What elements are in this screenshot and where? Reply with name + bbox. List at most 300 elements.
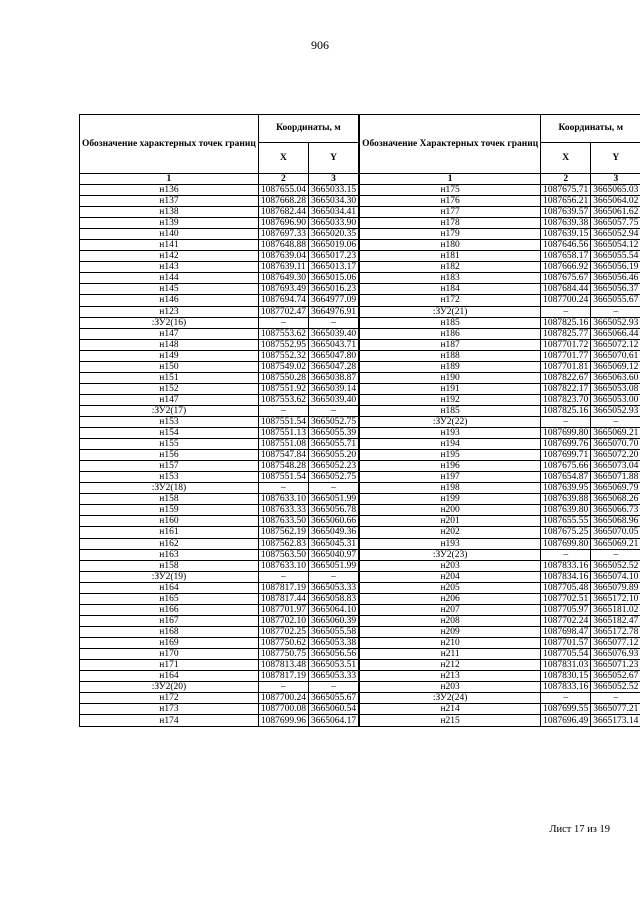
y-coordinate-cell: 3665056.46: [591, 273, 640, 284]
point-label-cell: н210: [360, 637, 541, 648]
coordinates-tables: [79, 114, 639, 726]
x-coordinate-cell: 1087702.51: [541, 593, 591, 604]
x-coordinate-cell: 1087675.71: [541, 185, 591, 196]
point-label-cell: н138: [80, 207, 259, 218]
point-label-cell: н199: [360, 494, 541, 505]
table-row: [80, 549, 359, 560]
y-coordinate-cell: 3665055.71: [308, 439, 358, 450]
x-coordinate-cell: 1087551.13: [258, 428, 308, 439]
y-coordinate-cell: 3665013.17: [308, 262, 358, 273]
x-header: X: [541, 143, 591, 174]
point-label-cell: н164: [80, 582, 259, 593]
point-label-cell: н211: [360, 648, 541, 659]
y-coordinate-cell: 3664976.91: [308, 306, 358, 317]
y-coordinate-cell: 3665065.03: [591, 185, 640, 196]
y-coordinate-cell: 3665055.58: [308, 626, 358, 637]
y-coordinate-cell: 3664977.09: [308, 295, 358, 306]
y-coordinate-cell: 3665052.75: [308, 472, 358, 483]
y-coordinate-cell: 3665060.54: [308, 704, 358, 715]
x-coordinate-cell: 1087550.28: [258, 372, 308, 383]
y-coordinate-cell: 3665077.12: [591, 637, 640, 648]
table-row: [80, 262, 359, 273]
point-label-cell: н172: [80, 693, 259, 704]
column-number: 3: [591, 174, 640, 185]
table-row: [360, 207, 640, 218]
x-coordinate-cell: 1087700.24: [258, 693, 308, 704]
x-coordinate-cell: 1087823.70: [541, 394, 591, 405]
y-coordinate-cell: 3665070.70: [591, 439, 640, 450]
table-row: [80, 240, 359, 251]
table-row: [360, 637, 640, 648]
table-row: [360, 715, 640, 727]
table-row: [360, 704, 640, 715]
x-coordinate-cell: 1087702.47: [258, 306, 308, 317]
y-coordinate-cell: 3665071.88: [591, 472, 640, 483]
point-label-cell: н185: [360, 317, 541, 328]
table-row: [80, 416, 359, 427]
x-coordinate-cell: 1087694.74: [258, 295, 308, 306]
table-row: [360, 516, 640, 527]
table-row: [360, 196, 640, 207]
point-label-cell: н154: [80, 428, 259, 439]
x-coordinate-cell: 1087699.55: [541, 704, 591, 715]
point-label-cell: н201: [360, 516, 541, 527]
point-label-cell: н169: [80, 637, 259, 648]
x-coordinate-cell: 1087668.28: [258, 196, 308, 207]
table-row: [360, 483, 640, 494]
x-coordinate-cell: 1087646.56: [541, 240, 591, 251]
table-row: [80, 372, 359, 383]
point-label-cell: н207: [360, 604, 541, 615]
x-coordinate-cell: 1087701.97: [258, 604, 308, 615]
point-label-cell: :ЗУ2(24): [360, 693, 541, 704]
x-coordinate-cell: –: [258, 483, 308, 494]
y-coordinate-cell: 3665034.30: [308, 196, 358, 207]
point-label-cell: н213: [360, 671, 541, 682]
x-coordinate-cell: 1087705.54: [541, 648, 591, 659]
point-label-cell: н157: [80, 461, 259, 472]
point-label-cell: н162: [80, 538, 259, 549]
table-row: [360, 560, 640, 571]
y-coordinate-cell: 3665055.67: [591, 295, 640, 306]
x-coordinate-cell: –: [258, 571, 308, 582]
y-coordinate-cell: 3665051.99: [308, 560, 358, 571]
x-coordinate-cell: 1087639.38: [541, 218, 591, 229]
y-coordinate-cell: –: [308, 571, 358, 582]
y-coordinate-cell: 3665055.67: [308, 693, 358, 704]
point-label-cell: н215: [360, 715, 541, 727]
x-coordinate-cell: 1087633.33: [258, 505, 308, 516]
point-label-cell: н148: [80, 339, 259, 350]
y-coordinate-cell: –: [308, 483, 358, 494]
x-coordinate-cell: 1087705.48: [541, 582, 591, 593]
x-coordinate-cell: 1087702.25: [258, 626, 308, 637]
table-row: [360, 394, 640, 405]
point-label-cell: н196: [360, 461, 541, 472]
x-coordinate-cell: 1087633.10: [258, 560, 308, 571]
x-coordinate-cell: 1087699.96: [258, 715, 308, 727]
y-coordinate-cell: 3665052.75: [308, 416, 358, 427]
y-coordinate-cell: 3665038.87: [308, 372, 358, 383]
y-coordinate-cell: 3665057.75: [591, 218, 640, 229]
table-row: [80, 494, 359, 505]
y-coordinate-cell: 3665064.17: [308, 715, 358, 727]
point-label-cell: :ЗУ2(16): [80, 317, 259, 328]
sheet-counter: Лист 17 из 19: [549, 824, 610, 835]
table-row: [360, 615, 640, 626]
x-coordinate-cell: 1087547.84: [258, 450, 308, 461]
point-label-cell: н202: [360, 527, 541, 538]
table-row: [80, 582, 359, 593]
table-row: [80, 560, 359, 571]
table-row: [80, 593, 359, 604]
table-row: [360, 604, 640, 615]
left-coordinates-table: [79, 114, 359, 727]
table-row: [80, 527, 359, 538]
x-coordinate-cell: 1087822.67: [541, 372, 591, 383]
y-coordinate-cell: –: [591, 416, 640, 427]
column-number: 3: [308, 174, 358, 185]
y-coordinate-cell: 3665052.93: [591, 405, 640, 416]
y-coordinate-cell: 3665053.33: [308, 671, 358, 682]
y-coordinate-cell: 3665069.79: [591, 483, 640, 494]
y-coordinate-cell: 3665070.05: [591, 527, 640, 538]
table-row: [80, 306, 359, 317]
table-row: [360, 626, 640, 637]
point-label-cell: н151: [80, 372, 259, 383]
table-row: [360, 439, 640, 450]
x-coordinate-cell: 1087548.28: [258, 461, 308, 472]
point-label-cell: :ЗУ2(19): [80, 571, 259, 582]
point-label-cell: н205: [360, 582, 541, 593]
x-coordinate-cell: 1087551.54: [258, 472, 308, 483]
x-coordinate-cell: 1087701.57: [541, 637, 591, 648]
point-label-cell: н180: [360, 240, 541, 251]
y-coordinate-cell: 3665053.08: [591, 383, 640, 394]
point-label-cell: н153: [80, 416, 259, 427]
column-number: 2: [541, 174, 591, 185]
table-row: [80, 207, 359, 218]
x-coordinate-cell: 1087696.90: [258, 218, 308, 229]
x-coordinate-cell: 1087700.08: [258, 704, 308, 715]
table-row: [80, 704, 359, 715]
point-label-cell: н136: [80, 185, 259, 196]
y-coordinate-cell: –: [308, 682, 358, 693]
table-row: [80, 439, 359, 450]
y-coordinate-cell: 3665066.44: [591, 328, 640, 339]
y-coordinate-cell: 3665033.15: [308, 185, 358, 196]
x-coordinate-cell: 1087817.19: [258, 671, 308, 682]
x-coordinate-cell: 1087700.24: [541, 295, 591, 306]
y-coordinate-cell: 3665070.61: [591, 350, 640, 361]
table-row: [360, 549, 640, 560]
y-coordinate-cell: 3665019.06: [308, 240, 358, 251]
table-row: [360, 582, 640, 593]
table-row: [80, 648, 359, 659]
table-row: [360, 571, 640, 582]
point-label-cell: н141: [80, 240, 259, 251]
point-label-cell: н178: [360, 218, 541, 229]
table-row: [80, 295, 359, 306]
point-label-cell: н185: [360, 405, 541, 416]
y-coordinate-cell: 3665017.23: [308, 251, 358, 262]
point-label-cell: н160: [80, 516, 259, 527]
table-row: [360, 262, 640, 273]
table-row: [360, 693, 640, 704]
y-coordinate-cell: –: [591, 693, 640, 704]
y-coordinate-cell: 3665039.40: [308, 328, 358, 339]
x-coordinate-cell: 1087699.76: [541, 439, 591, 450]
y-coordinate-cell: 3665173.14: [591, 715, 640, 727]
table-row: [360, 383, 640, 394]
point-label-cell: н190: [360, 372, 541, 383]
y-coordinate-cell: 3665071.23: [591, 660, 640, 671]
point-label-cell: н156: [80, 450, 259, 461]
x-coordinate-cell: 1087551.54: [258, 416, 308, 427]
table-row: [360, 339, 640, 350]
table-row: [360, 295, 640, 306]
table-row: [80, 637, 359, 648]
point-label-cell: :ЗУ2(21): [360, 306, 541, 317]
y-coordinate-cell: 3665064.10: [308, 604, 358, 615]
y-coordinate-cell: 3665056.78: [308, 505, 358, 516]
y-coordinate-cell: 3665053.51: [308, 660, 358, 671]
y-coordinate-cell: 3665051.99: [308, 494, 358, 505]
x-coordinate-cell: 1087699.80: [541, 538, 591, 549]
x-coordinate-cell: 1087817.19: [258, 582, 308, 593]
y-coordinate-cell: 3665039.14: [308, 383, 358, 394]
point-label-cell: н197: [360, 472, 541, 483]
y-coordinate-cell: 3665052.67: [591, 671, 640, 682]
y-coordinate-cell: 3665045.31: [308, 538, 358, 549]
x-coordinate-cell: 1087562.19: [258, 527, 308, 538]
point-label-cell: н174: [80, 715, 259, 727]
table-row: [360, 461, 640, 472]
point-label-cell: н186: [360, 328, 541, 339]
table-row: [80, 693, 359, 704]
table-row: [360, 593, 640, 604]
x-coordinate-cell: 1087639.04: [258, 251, 308, 262]
point-label-cell: н137: [80, 196, 259, 207]
x-coordinate-cell: 1087701.81: [541, 361, 591, 372]
point-label-cell: н192: [360, 394, 541, 405]
point-label-cell: н163: [80, 549, 259, 560]
y-coordinate-cell: 3665182.47: [591, 615, 640, 626]
y-coordinate-cell: 3665047.28: [308, 361, 358, 372]
x-coordinate-cell: 1087698.47: [541, 626, 591, 637]
x-coordinate-cell: 1087639.15: [541, 229, 591, 240]
table-row: [80, 671, 359, 682]
y-coordinate-cell: 3665058.83: [308, 593, 358, 604]
x-coordinate-cell: 1087563.50: [258, 549, 308, 560]
y-coordinate-cell: 3665172.10: [591, 593, 640, 604]
table-row: [360, 328, 640, 339]
x-coordinate-cell: 1087553.62: [258, 394, 308, 405]
point-label-cell: н183: [360, 273, 541, 284]
table-row: [360, 505, 640, 516]
table-row: [80, 317, 359, 328]
y-coordinate-cell: 3665015.06: [308, 273, 358, 284]
x-coordinate-cell: 1087562.83: [258, 538, 308, 549]
table-row: [360, 361, 640, 372]
point-label-cell: н155: [80, 439, 259, 450]
point-label-cell: н209: [360, 626, 541, 637]
table-row: [360, 218, 640, 229]
x-coordinate-cell: 1087697.33: [258, 229, 308, 240]
table-row: [360, 472, 640, 483]
y-coordinate-cell: 3665069.12: [591, 361, 640, 372]
table-row: [80, 405, 359, 416]
x-coordinate-cell: 1087639.80: [541, 505, 591, 516]
point-label-cell: н194: [360, 439, 541, 450]
point-label-cell: н123: [80, 306, 259, 317]
table-row: [360, 306, 640, 317]
table-row: [360, 527, 640, 538]
point-label-cell: н195: [360, 450, 541, 461]
y-coordinate-cell: 3665052.23: [308, 461, 358, 472]
x-coordinate-cell: 1087693.49: [258, 284, 308, 295]
y-coordinate-cell: 3665061.62: [591, 207, 640, 218]
point-label-cell: н212: [360, 660, 541, 671]
x-coordinate-cell: 1087648.88: [258, 240, 308, 251]
point-label-cell: н140: [80, 229, 259, 240]
point-label-cell: н191: [360, 383, 541, 394]
x-coordinate-cell: 1087551.08: [258, 439, 308, 450]
coordinates-header: Координаты, м: [258, 115, 358, 143]
point-label-header: Обозначение характерных точек границ: [80, 115, 259, 174]
x-coordinate-cell: –: [258, 405, 308, 416]
y-coordinate-cell: 3665181.02: [591, 604, 640, 615]
x-coordinate-cell: 1087552.32: [258, 350, 308, 361]
x-coordinate-cell: 1087833.16: [541, 682, 591, 693]
table-row: [80, 185, 359, 196]
x-coordinate-cell: 1087633.50: [258, 516, 308, 527]
x-coordinate-cell: 1087682.44: [258, 207, 308, 218]
x-coordinate-cell: 1087834.16: [541, 571, 591, 582]
x-coordinate-cell: 1087551.92: [258, 383, 308, 394]
point-label-cell: н147: [80, 328, 259, 339]
table-row: [80, 682, 359, 693]
y-header: Y: [591, 143, 640, 174]
table-row: [80, 196, 359, 207]
x-coordinate-cell: 1087750.75: [258, 648, 308, 659]
x-coordinate-cell: –: [541, 416, 591, 427]
x-coordinate-cell: 1087701.77: [541, 350, 591, 361]
y-coordinate-cell: 3665052.93: [591, 317, 640, 328]
x-coordinate-cell: 1087675.67: [541, 273, 591, 284]
x-coordinate-cell: –: [541, 693, 591, 704]
table-row: [80, 571, 359, 582]
x-coordinate-cell: 1087639.57: [541, 207, 591, 218]
y-coordinate-cell: 3665079.89: [591, 582, 640, 593]
y-coordinate-cell: 3665055.39: [308, 428, 358, 439]
point-label-cell: н198: [360, 483, 541, 494]
x-coordinate-cell: 1087705.97: [541, 604, 591, 615]
y-coordinate-cell: 3665069.21: [591, 428, 640, 439]
point-label-cell: :ЗУ2(20): [80, 682, 259, 693]
point-label-cell: н139: [80, 218, 259, 229]
y-coordinate-cell: 3665054.12: [591, 240, 640, 251]
y-coordinate-cell: 3665056.56: [308, 648, 358, 659]
x-coordinate-cell: 1087666.92: [541, 262, 591, 273]
table-row: [80, 516, 359, 527]
y-coordinate-cell: 3665069.21: [591, 538, 640, 549]
point-label-cell: н152: [80, 383, 259, 394]
table-row: [80, 383, 359, 394]
x-coordinate-cell: –: [258, 682, 308, 693]
table-row: [80, 472, 359, 483]
table-row: [80, 273, 359, 284]
point-label-cell: н164: [80, 671, 259, 682]
table-row: [80, 229, 359, 240]
y-header: Y: [308, 143, 358, 174]
point-label-cell: :ЗУ2(17): [80, 405, 259, 416]
table-row: [80, 505, 359, 516]
table-row: [360, 350, 640, 361]
column-number: 1: [360, 174, 541, 185]
point-label-cell: н179: [360, 229, 541, 240]
x-coordinate-cell: 1087831.03: [541, 660, 591, 671]
y-coordinate-cell: 3665047.80: [308, 350, 358, 361]
table-row: [80, 538, 359, 549]
left-table-body: [80, 185, 359, 727]
point-label-cell: н214: [360, 704, 541, 715]
table-row: [80, 461, 359, 472]
table-row: [360, 682, 640, 693]
point-label-cell: н173: [80, 704, 259, 715]
point-label-cell: н176: [360, 196, 541, 207]
y-coordinate-cell: 3665172.78: [591, 626, 640, 637]
point-label-cell: :ЗУ2(18): [80, 483, 259, 494]
table-row: [360, 273, 640, 284]
table-row: [360, 416, 640, 427]
table-row: [80, 361, 359, 372]
point-label-cell: н161: [80, 527, 259, 538]
x-coordinate-cell: 1087658.17: [541, 251, 591, 262]
column-number-row: [360, 174, 640, 185]
point-label-cell: н187: [360, 339, 541, 350]
x-coordinate-cell: 1087655.04: [258, 185, 308, 196]
table-row: [80, 626, 359, 637]
table-row: [80, 660, 359, 671]
x-coordinate-cell: 1087696.49: [541, 715, 591, 727]
y-coordinate-cell: 3665049.36: [308, 527, 358, 538]
x-coordinate-cell: 1087817.44: [258, 593, 308, 604]
point-label-cell: н158: [80, 494, 259, 505]
y-coordinate-cell: 3665034.41: [308, 207, 358, 218]
point-label-cell: н203: [360, 682, 541, 693]
y-coordinate-cell: 3665053.38: [308, 637, 358, 648]
point-label-cell: н208: [360, 615, 541, 626]
table-row: [80, 350, 359, 361]
y-coordinate-cell: 3665039.40: [308, 394, 358, 405]
x-coordinate-cell: 1087656.21: [541, 196, 591, 207]
x-coordinate-cell: –: [541, 306, 591, 317]
point-label-cell: н145: [80, 284, 259, 295]
x-coordinate-cell: –: [258, 317, 308, 328]
x-coordinate-cell: 1087639.95: [541, 483, 591, 494]
y-coordinate-cell: 3665052.94: [591, 229, 640, 240]
point-label-cell: н184: [360, 284, 541, 295]
y-coordinate-cell: 3665053.33: [308, 582, 358, 593]
point-label-cell: н150: [80, 361, 259, 372]
x-header: X: [258, 143, 308, 174]
y-coordinate-cell: –: [591, 549, 640, 560]
point-label-cell: н142: [80, 251, 259, 262]
point-label-cell: н165: [80, 593, 259, 604]
coordinates-header: Координаты, м: [541, 115, 640, 143]
y-coordinate-cell: 3665060.66: [308, 516, 358, 527]
